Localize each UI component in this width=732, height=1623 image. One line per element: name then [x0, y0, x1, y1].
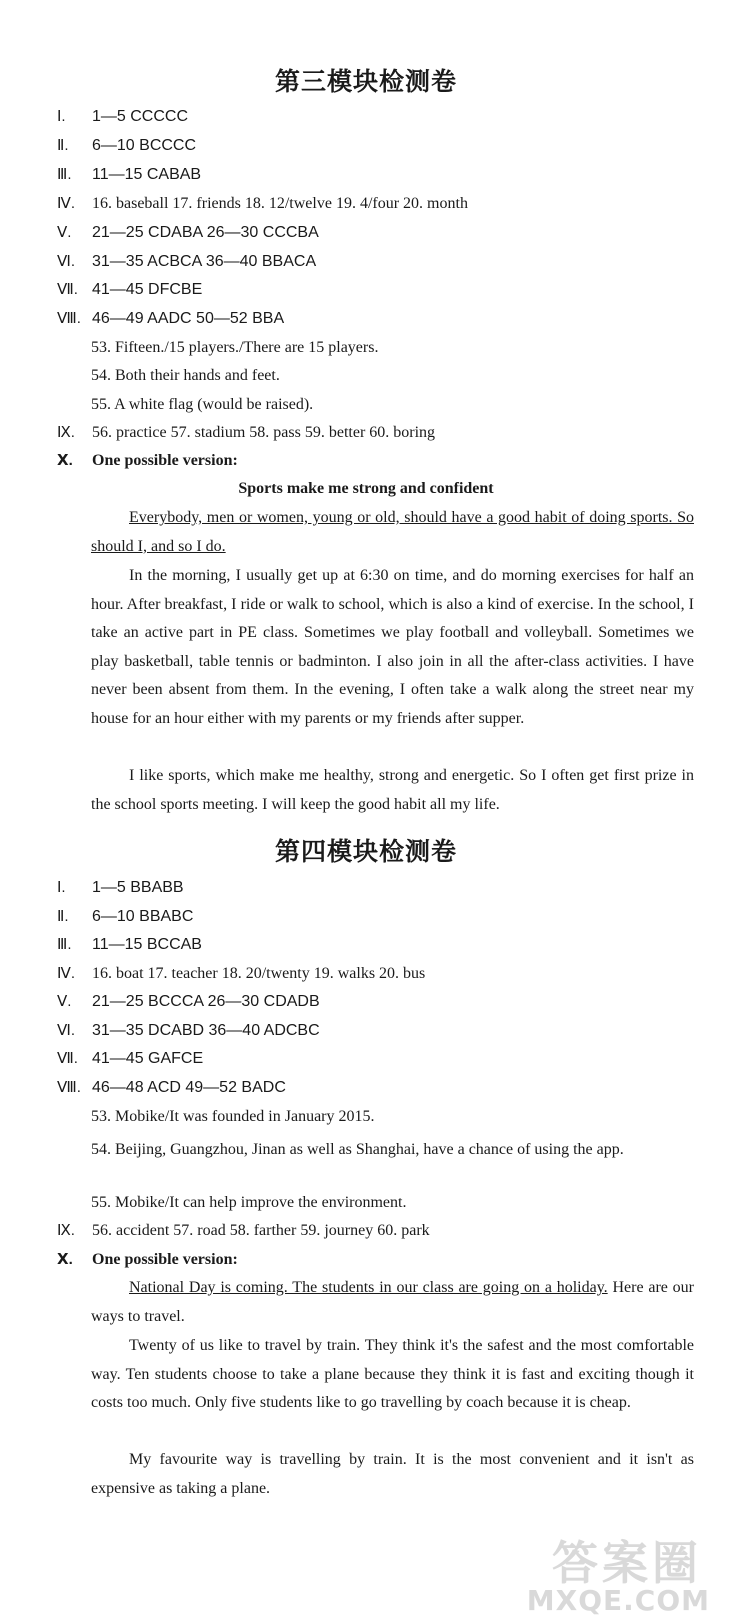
section4-title: 第四模块检测卷: [274, 837, 457, 866]
s3-essay-paragraph-3: I like sports, which make me healthy, strong and energetic. So I often get first prize in the school sports meeting. I will keep the good habit all my life.: [91, 767, 694, 813]
section3-title: 第三模块检测卷: [274, 67, 457, 96]
s3-sub-answer-55: 55. A white flag (would be raised).: [91, 396, 314, 413]
s4-answer-line-2: Ⅱ. 6—10 BBABC: [57, 908, 194, 925]
s4-answer-line-7: Ⅶ. 41—45 GAFCE: [57, 1050, 204, 1067]
s4-essay-paragraph-1: National Day is coming. The students in our class are going on a holiday. Here are our ways to travel.: [91, 1279, 694, 1325]
s4-sub-answer-53: 53. Mobike/It was founded in January 2015.: [91, 1108, 375, 1125]
s4-answer-line-3: Ⅲ. 11—15 BCCAB: [57, 936, 202, 953]
s4-answer-line-6: Ⅵ. 31—35 DCABD 36—40 ADCBC: [57, 1022, 320, 1039]
s4-answer-line-5: Ⅴ. 21—25 BCCCA 26—30 CDADB: [57, 993, 320, 1010]
s3-answer-line-3: Ⅲ. 11—15 CABAB: [57, 166, 202, 183]
s4-answer-line-4: Ⅳ. 16. boat 17. teacher 18. 20/twenty 19. walks 20. bus: [57, 965, 426, 982]
watermark-logo: [520, 1527, 720, 1617]
watermark-title: 答案圈: [552, 1536, 702, 1590]
s3-answer-line-4: Ⅳ. 16. baseball 17. friends 18. 12/twelve 19. 4/four 20. month: [57, 195, 468, 212]
s4-essay-paragraph-3: My favourite way is travelling by train. It is the most convenient and it isn't as expensive as taking a plane.: [91, 1451, 694, 1497]
s3-answer-line-10: Ⅹ. One possible version:: [57, 452, 238, 469]
s4-essay-paragraph-2: Twenty of us like to travel by train. They think it's the safest and the most comfortable way. Ten students choose to take a plane because they think it is fast and exciting though it costs too much. Only five students like to go travelling by coach because it is cheap.: [91, 1337, 694, 1412]
s3-sub-answer-53: 53. Fifteen./15 players./There are 15 players.: [91, 339, 379, 356]
s3-essay-title: Sports make me strong and confident: [238, 480, 494, 497]
s3-answer-line-5: Ⅴ. 21—25 CDABA 26—30 CCCBA: [57, 224, 319, 241]
s3-answer-line-7: Ⅶ. 41—45 DFCBE: [57, 281, 203, 298]
s3-essay-paragraph-1: Everybody, men or women, young or old, should have a good habit of doing sports. So should I, and so I do.: [91, 509, 694, 555]
watermark-url: MXQE.COM: [526, 1584, 710, 1617]
s4-sub-answer-55: 55. Mobike/It can help improve the environment.: [91, 1194, 407, 1211]
s3-sub-answer-54: 54. Both their hands and feet.: [91, 367, 280, 384]
s4-answer-line-8: Ⅷ. 46—48 ACD 49—52 BADC: [57, 1079, 286, 1096]
s4-answer-line-10: Ⅹ. One possible version:: [57, 1251, 238, 1268]
s3-answer-line-2: Ⅱ. 6—10 BCCCC: [57, 137, 197, 154]
s4-sub-answer-54: 54. Beijing, Guangzhou, Jinan as well as Shanghai, have a chance of using the app.: [91, 1141, 624, 1158]
s4-answer-line-1: Ⅰ. 1—5 BBABB: [57, 879, 184, 896]
s3-essay-paragraph-2: In the morning, I usually get up at 6:30 on time, and do morning exercises for half an hour. After breakfast, I ride or walk to school, which is also a kind of exercise. In the school, I take an active part in PE class. Sometimes we play football and volleyball. Sometimes we play basketball, table tennis or badminton. I also join in all the after-class activities. I have never been absent from them. In the evening, I often take a walk along the street near my house for an hour either with my parents or my friends after supper.: [91, 567, 694, 727]
s3-answer-line-6: Ⅵ. 31—35 ACBCA 36—40 BBACA: [57, 253, 317, 270]
s4-answer-line-9: Ⅸ. 56. accident 57. road 58. farther 59. journey 60. park: [57, 1222, 430, 1239]
s3-answer-line-8: Ⅷ. 46—49 AADC 50—52 BBA: [57, 310, 285, 327]
s3-answer-line-1: Ⅰ. 1—5 CCCCC: [57, 108, 189, 125]
s3-answer-line-9: Ⅸ. 56. practice 57. stadium 58. pass 59. better 60. boring: [57, 424, 436, 441]
